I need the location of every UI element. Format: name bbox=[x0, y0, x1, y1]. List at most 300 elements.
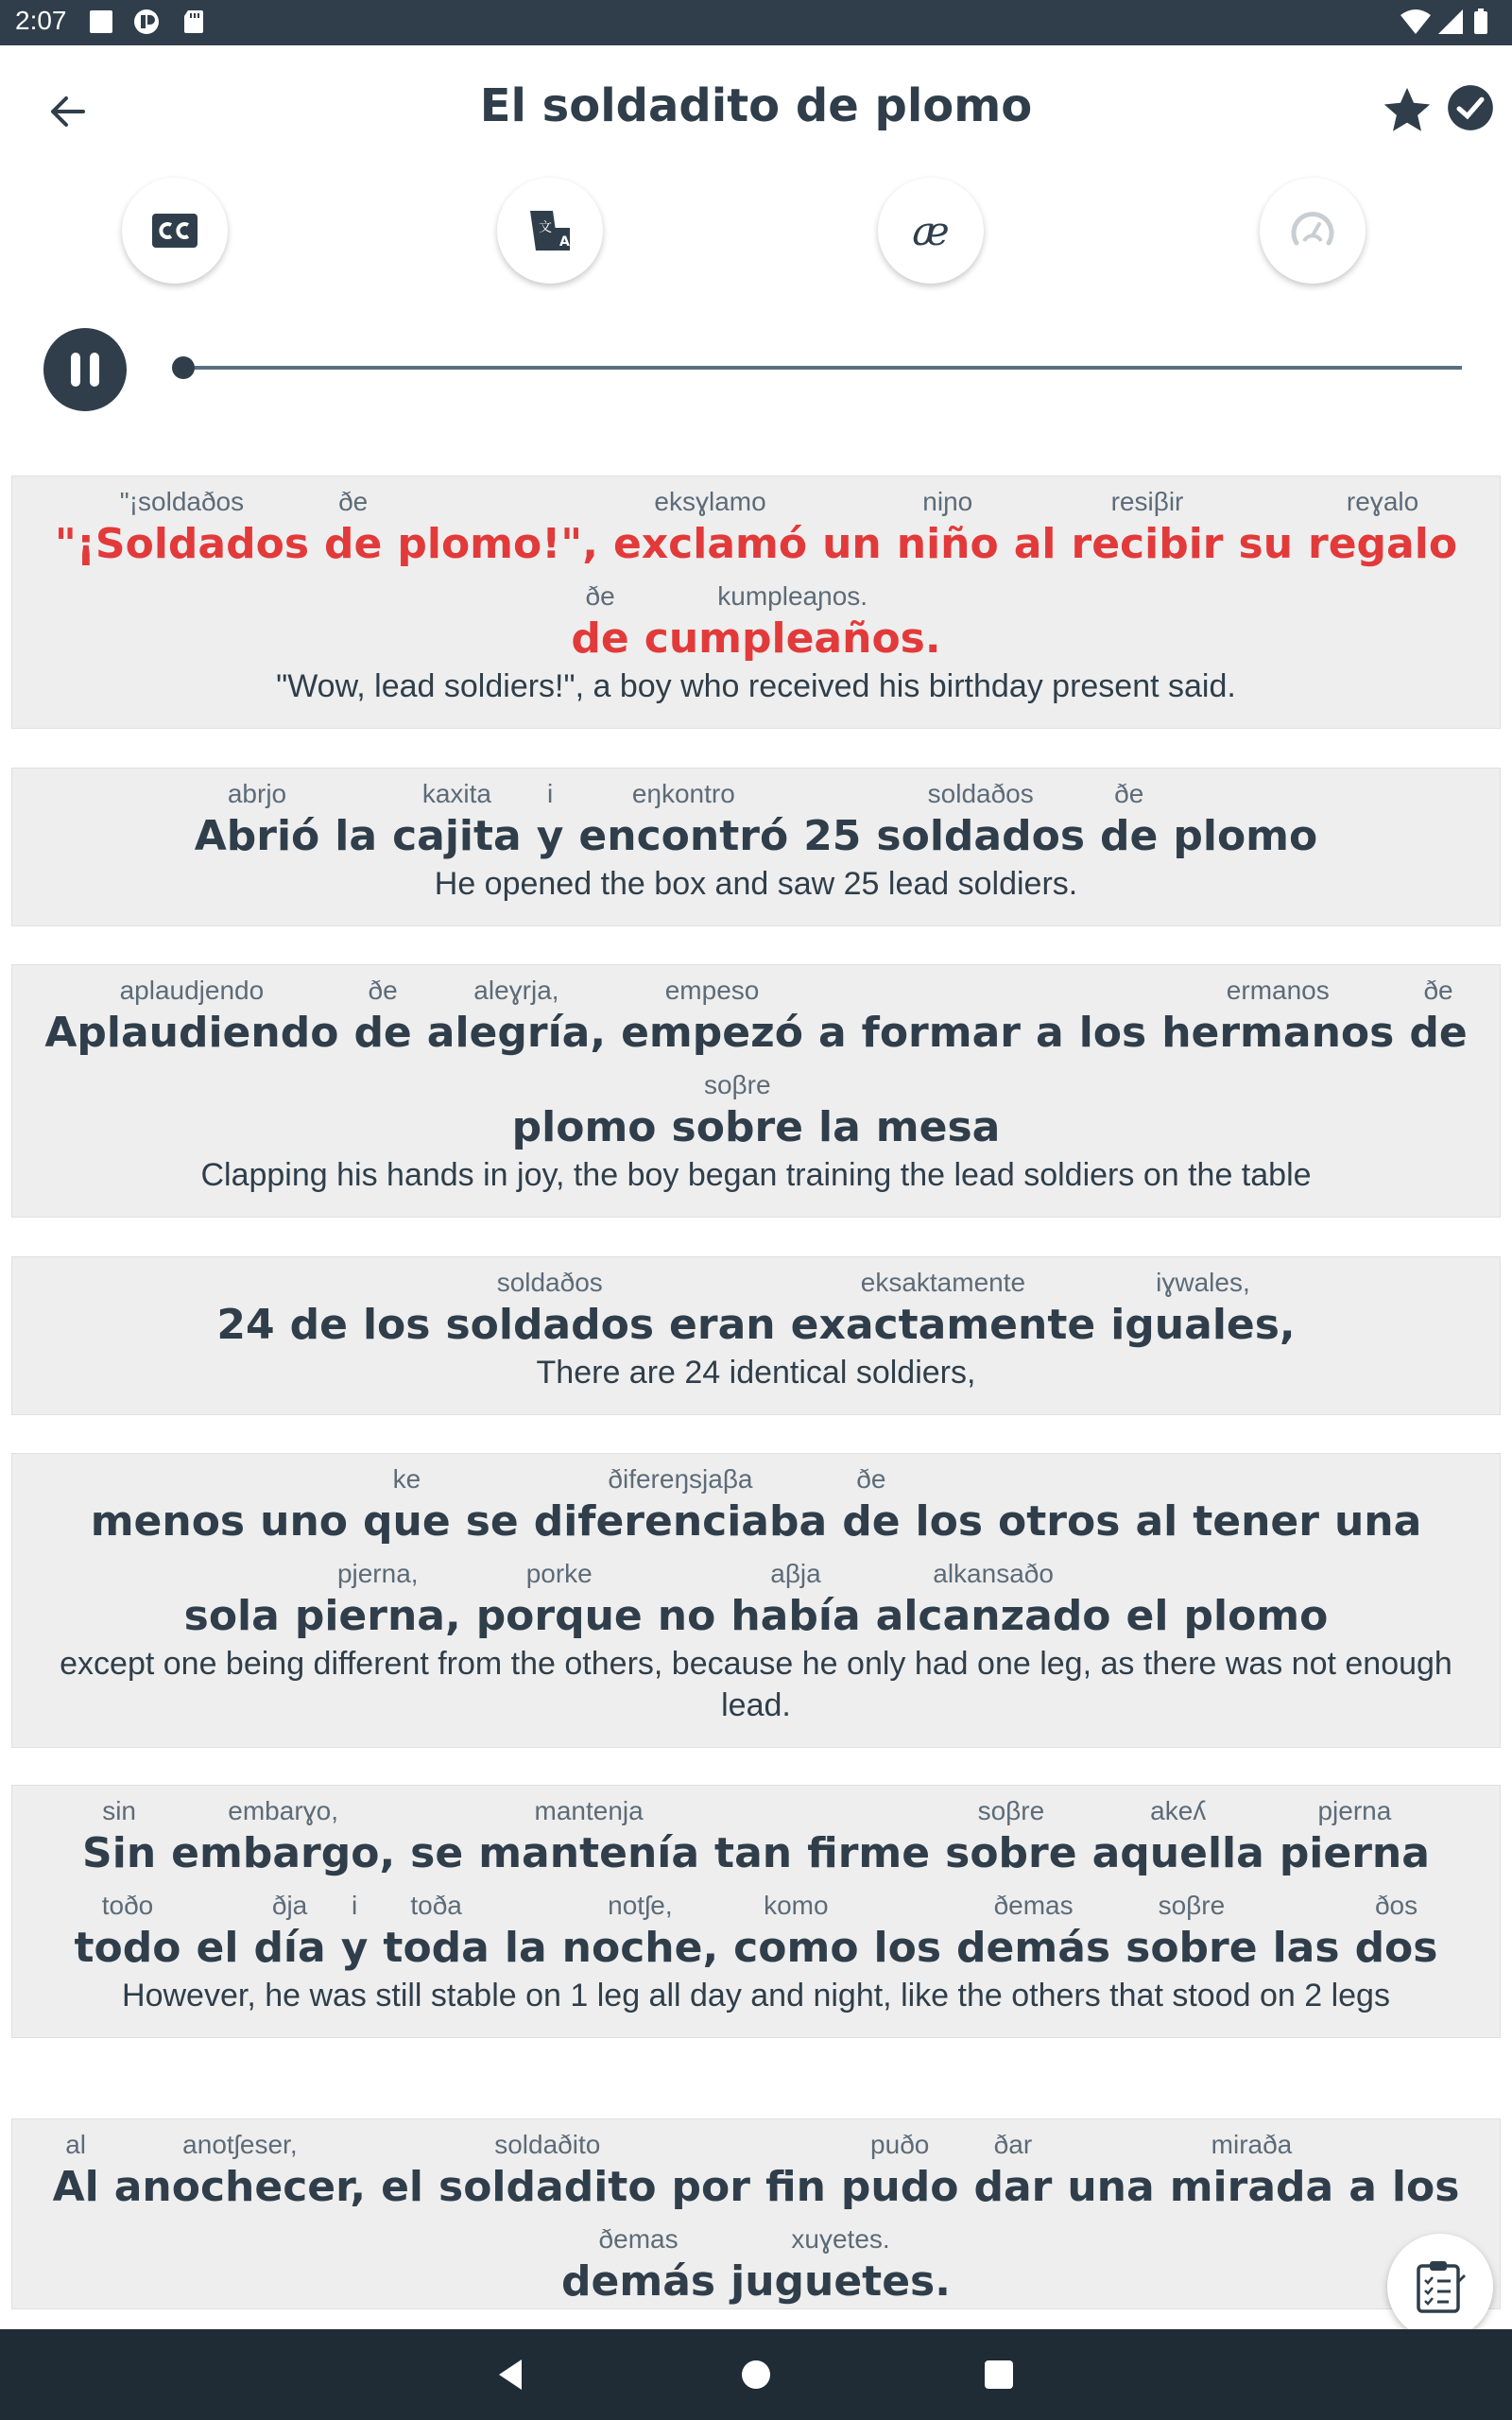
word-token[interactable] bbox=[1110, 1267, 1295, 1352]
reader-header bbox=[0, 45, 1512, 452]
word-text: día bbox=[253, 1924, 326, 1972]
word-token[interactable] bbox=[571, 580, 628, 666]
word-phonetic: pjerna, bbox=[336, 1559, 419, 1588]
word-token[interactable] bbox=[561, 2223, 715, 2308]
word-token[interactable] bbox=[534, 1463, 827, 1548]
status-time: 2:07 bbox=[15, 6, 67, 35]
sentence-translation: There are 24 identical soldiers, bbox=[536, 1355, 976, 1391]
sentence-line bbox=[12, 1880, 1500, 1975]
sentence-line bbox=[12, 1060, 1500, 1154]
word-token[interactable] bbox=[1280, 1795, 1430, 1880]
sentence-translation: Clapping his hands in joy, the boy began training the lead soldiers on the table bbox=[200, 1157, 1312, 1193]
word-token[interactable] bbox=[916, 1463, 984, 1548]
word-text: las bbox=[1272, 1924, 1340, 1972]
word-text: la bbox=[504, 1924, 547, 1972]
sd-card-icon bbox=[180, 8, 208, 36]
sentence-line bbox=[12, 769, 1500, 863]
star-icon[interactable] bbox=[1380, 83, 1435, 138]
word-phonetic: i bbox=[351, 1891, 358, 1920]
sentence-card[interactable] bbox=[11, 475, 1501, 729]
pause-bar-left bbox=[71, 353, 80, 387]
word-text: formar bbox=[861, 1009, 1021, 1057]
word-token[interactable] bbox=[672, 1069, 803, 1154]
word-phonetic: aplaudjendo bbox=[119, 976, 265, 1005]
word-token[interactable] bbox=[1161, 975, 1394, 1060]
status-bar bbox=[0, 0, 1512, 45]
word-phonetic: sin bbox=[102, 1796, 136, 1825]
word-text: un bbox=[822, 520, 882, 568]
word-token[interactable] bbox=[253, 1890, 325, 1975]
word-token[interactable] bbox=[803, 778, 861, 863]
word-token[interactable] bbox=[862, 975, 1021, 1060]
word-text: demás bbox=[561, 2257, 716, 2306]
word-token[interactable] bbox=[807, 1795, 930, 1880]
word-text: mirada bbox=[1169, 2163, 1334, 2211]
word-phonetic: soldaðito bbox=[494, 2130, 601, 2159]
word-text: dar bbox=[973, 2163, 1053, 2211]
sentence-line bbox=[12, 965, 1500, 1060]
word-token[interactable] bbox=[324, 486, 382, 571]
word-text: soldados bbox=[876, 812, 1086, 860]
word-token[interactable] bbox=[578, 778, 788, 863]
word-text: alcanzado bbox=[875, 1592, 1111, 1640]
word-text: aquella bbox=[1091, 1829, 1264, 1877]
word-token[interactable] bbox=[295, 1558, 461, 1643]
word-text: otros bbox=[998, 1497, 1121, 1546]
sentence-translation: except one being different from the others, because he only had one leg, as there was not enough lead. bbox=[60, 1646, 1452, 1723]
word-phonetic: ðja bbox=[271, 1891, 308, 1920]
word-token[interactable] bbox=[1126, 1558, 1169, 1643]
pause-bar-right bbox=[90, 353, 99, 387]
word-text: 25 bbox=[803, 812, 862, 860]
word-token[interactable] bbox=[714, 1795, 792, 1880]
word-text: plomo bbox=[1183, 1592, 1329, 1640]
word-text: eran bbox=[669, 1301, 776, 1349]
word-token[interactable] bbox=[392, 778, 522, 863]
word-phonetic: mantenja bbox=[534, 1796, 644, 1825]
subtitles-button[interactable] bbox=[122, 178, 228, 284]
word-token[interactable] bbox=[1014, 486, 1057, 571]
word-text: "¡Soldados bbox=[54, 520, 310, 568]
word-phonetic: toða bbox=[410, 1891, 462, 1920]
nav-back-icon[interactable] bbox=[495, 2356, 525, 2394]
word-token[interactable] bbox=[1173, 778, 1317, 863]
word-text: noche, bbox=[561, 1924, 719, 1972]
sentence-card[interactable] bbox=[11, 768, 1501, 926]
word-text: y bbox=[340, 1924, 369, 1972]
word-text: de bbox=[1100, 812, 1159, 860]
sentence-translation: He opened the box and saw 25 lead soldiers. bbox=[434, 866, 1078, 902]
sentence-translation: However, he was still stable on 1 leg all day and night, like the others that stood on 2 legs bbox=[122, 1978, 1390, 2014]
word-text: plomo bbox=[511, 1103, 657, 1151]
word-text: anochecer, bbox=[113, 2163, 367, 2211]
word-token[interactable] bbox=[1349, 2129, 1377, 2214]
word-text: soldados bbox=[445, 1301, 655, 1349]
word-token[interactable] bbox=[613, 486, 807, 571]
word-token[interactable] bbox=[260, 1463, 348, 1548]
word-text: la bbox=[335, 812, 378, 860]
word-phonetic: iɣwales, bbox=[1156, 1268, 1250, 1297]
word-text: como bbox=[733, 1924, 859, 1972]
word-phonetic: ðe bbox=[1114, 779, 1144, 808]
sentence-list[interactable] bbox=[0, 452, 1512, 2329]
word-phonetic: toðo bbox=[101, 1891, 154, 1920]
word-phonetic: ðemas bbox=[993, 1891, 1074, 1920]
word-token[interactable] bbox=[658, 1558, 716, 1643]
word-token[interactable] bbox=[621, 975, 803, 1060]
word-phonetic: miraða bbox=[1211, 2130, 1293, 2159]
word-text: el bbox=[196, 1924, 239, 1972]
battery-icon bbox=[1474, 9, 1487, 34]
word-text: tan bbox=[714, 1829, 793, 1877]
signal-icon bbox=[1438, 9, 1463, 34]
word-token[interactable] bbox=[363, 1267, 431, 1352]
wifi-icon bbox=[1400, 9, 1431, 34]
word-text: y bbox=[536, 812, 564, 860]
word-phonetic: empeso bbox=[664, 976, 760, 1005]
word-text: mantenía bbox=[478, 1829, 700, 1877]
word-text: al bbox=[1013, 520, 1057, 568]
word-token[interactable] bbox=[363, 1463, 451, 1548]
pause-button[interactable] bbox=[43, 328, 127, 411]
word-text: la bbox=[818, 1103, 861, 1151]
word-phonetic: aleɣrja, bbox=[473, 976, 559, 1005]
word-token[interactable] bbox=[1170, 2129, 1334, 2214]
cc-icon bbox=[152, 214, 198, 248]
word-phonetic: soβre bbox=[977, 1796, 1045, 1825]
word-token[interactable] bbox=[1334, 1463, 1421, 1548]
word-token[interactable] bbox=[1125, 1890, 1257, 1975]
sentence-card[interactable] bbox=[11, 1256, 1501, 1415]
word-text: se bbox=[465, 1497, 519, 1546]
word-token[interactable] bbox=[445, 1267, 654, 1352]
word-phonetic: akeʎ bbox=[1150, 1796, 1207, 1825]
word-text: niño bbox=[896, 520, 999, 568]
word-token[interactable] bbox=[397, 486, 598, 571]
sentence-line bbox=[12, 476, 1500, 571]
word-text: menos bbox=[90, 1497, 246, 1546]
word-token[interactable] bbox=[818, 975, 847, 1060]
word-text: Al bbox=[52, 2163, 99, 2211]
word-text: soldadito bbox=[438, 2163, 657, 2211]
word-text: sola bbox=[183, 1592, 280, 1640]
word-token[interactable] bbox=[1193, 1463, 1319, 1548]
word-text: exactamente bbox=[790, 1301, 1096, 1349]
word-phonetic: ermanos bbox=[1226, 976, 1330, 1005]
word-text: a bbox=[1349, 2163, 1377, 2211]
word-text: se bbox=[410, 1829, 464, 1877]
word-text: fin bbox=[765, 2163, 826, 2211]
word-phonetic: ðifereŋsjaβa bbox=[608, 1464, 753, 1494]
word-text: cumpleaños. bbox=[644, 614, 941, 663]
word-token[interactable] bbox=[669, 1267, 776, 1352]
word-token[interactable] bbox=[55, 486, 309, 571]
word-text: el bbox=[381, 2163, 424, 2211]
word-token[interactable] bbox=[381, 2129, 423, 2214]
sentence-card[interactable] bbox=[11, 1785, 1501, 2038]
word-phonetic: eksɣlamo bbox=[654, 487, 766, 516]
word-token[interactable] bbox=[644, 580, 941, 666]
word-token[interactable] bbox=[874, 1890, 942, 1975]
word-phonetic: ke bbox=[392, 1464, 421, 1494]
word-phonetic: kaxita bbox=[421, 779, 491, 808]
word-text: embargo, bbox=[171, 1829, 396, 1877]
word-text: todo bbox=[74, 1924, 181, 1972]
word-phonetic: notʃe, bbox=[608, 1891, 673, 1920]
system-nav-bar bbox=[0, 2329, 1512, 2420]
word-token[interactable] bbox=[1355, 1890, 1438, 1975]
word-token[interactable] bbox=[1135, 1463, 1177, 1548]
sentence-line bbox=[12, 2214, 1500, 2308]
word-token[interactable] bbox=[537, 778, 564, 863]
word-text: no bbox=[657, 1592, 716, 1640]
word-token[interactable] bbox=[973, 2129, 1052, 2214]
sentence-line bbox=[12, 2119, 1500, 2214]
word-text: a bbox=[817, 1009, 847, 1057]
word-text: por bbox=[671, 2163, 750, 2211]
word-text: 24 bbox=[216, 1301, 275, 1349]
word-token[interactable] bbox=[876, 1069, 1001, 1154]
word-phonetic: resiβir bbox=[1110, 487, 1184, 516]
word-phonetic: pjerna bbox=[1317, 1796, 1392, 1825]
translate-icon bbox=[528, 209, 572, 252]
word-token[interactable] bbox=[562, 1890, 719, 1975]
word-text: de bbox=[353, 1009, 412, 1057]
word-token[interactable] bbox=[730, 1558, 860, 1643]
word-text: de bbox=[842, 1497, 901, 1546]
word-text: toda bbox=[383, 1924, 490, 1972]
story-title: El soldadito de plomo bbox=[479, 79, 1033, 132]
word-text: tener bbox=[1193, 1497, 1319, 1546]
arrow-left-icon[interactable] bbox=[42, 85, 94, 138]
phonetics-button[interactable] bbox=[878, 178, 984, 284]
word-text: demás bbox=[956, 1924, 1111, 1972]
word-text: había bbox=[730, 1592, 861, 1640]
word-text: encontró bbox=[578, 812, 789, 860]
word-token[interactable] bbox=[1183, 1558, 1328, 1643]
word-text: a bbox=[1035, 1009, 1064, 1057]
word-token[interactable] bbox=[876, 778, 1085, 863]
word-token[interactable] bbox=[733, 1890, 858, 1975]
word-token[interactable] bbox=[998, 1463, 1120, 1548]
word-phonetic: i bbox=[546, 779, 554, 808]
word-token[interactable] bbox=[171, 1795, 395, 1880]
word-token[interactable] bbox=[1072, 486, 1224, 571]
sentence-line bbox=[12, 1786, 1500, 1880]
word-text: mesa bbox=[875, 1103, 1001, 1151]
word-text: los bbox=[873, 1924, 942, 1972]
word-phonetic: porke bbox=[525, 1559, 593, 1588]
word-text: una bbox=[1067, 2163, 1155, 2211]
word-token[interactable] bbox=[956, 1890, 1110, 1975]
sentence-card[interactable] bbox=[11, 2118, 1501, 2309]
word-phonetic: soβre bbox=[1158, 1891, 1226, 1920]
word-token[interactable] bbox=[197, 1890, 239, 1975]
word-text: de bbox=[1409, 1009, 1468, 1057]
word-token[interactable] bbox=[353, 975, 411, 1060]
word-text: firme bbox=[807, 1829, 931, 1877]
word-phonetic: abrjo bbox=[227, 779, 287, 808]
word-token[interactable] bbox=[466, 1463, 519, 1548]
word-text: Sin bbox=[82, 1829, 157, 1877]
word-token[interactable] bbox=[505, 1890, 547, 1975]
word-token[interactable] bbox=[195, 778, 320, 863]
word-token[interactable] bbox=[184, 1558, 280, 1643]
speed-button[interactable] bbox=[1260, 178, 1366, 284]
audio-progress-track[interactable] bbox=[183, 366, 1462, 370]
word-token[interactable] bbox=[842, 1463, 900, 1548]
word-token[interactable] bbox=[897, 486, 999, 571]
word-text: pudo bbox=[840, 2163, 959, 2211]
word-phonetic: ðe bbox=[368, 976, 398, 1005]
word-token[interactable] bbox=[818, 1069, 861, 1154]
sentence-card[interactable] bbox=[11, 1453, 1501, 1748]
word-token[interactable] bbox=[841, 2129, 959, 2214]
word-phonetic: ðar bbox=[993, 2130, 1033, 2159]
word-token[interactable] bbox=[1100, 778, 1158, 863]
word-text: su bbox=[1238, 520, 1294, 568]
word-phonetic: eŋkontro bbox=[631, 779, 735, 808]
sentence-line bbox=[12, 1548, 1500, 1643]
word-text: Aplaudiendo bbox=[44, 1009, 339, 1057]
word-phonetic: ðemas bbox=[598, 2224, 679, 2254]
vocabulary-fab[interactable] bbox=[1387, 2234, 1493, 2340]
sentence-line bbox=[12, 1454, 1500, 1548]
word-token[interactable] bbox=[1092, 1795, 1264, 1880]
word-token[interactable] bbox=[476, 1558, 643, 1643]
word-text: los bbox=[1391, 2163, 1460, 2211]
sentence-line bbox=[12, 571, 1500, 666]
word-token[interactable] bbox=[114, 2129, 366, 2214]
word-text: exclamó bbox=[612, 520, 808, 568]
word-phonetic: ðe bbox=[1423, 976, 1453, 1005]
word-text: juguetes. bbox=[730, 2257, 951, 2306]
word-token[interactable] bbox=[1239, 486, 1294, 571]
word-text: Abrió bbox=[194, 812, 320, 860]
sentence-line bbox=[12, 1257, 1500, 1352]
word-text: dos bbox=[1354, 1924, 1438, 1972]
word-phonetic: niɲo bbox=[922, 487, 973, 516]
nav-recents-icon[interactable] bbox=[985, 2360, 1013, 2389]
word-text: sobre bbox=[945, 1829, 1077, 1877]
word-text: empezó bbox=[621, 1009, 803, 1057]
word-text: de bbox=[571, 614, 629, 663]
word-token[interactable] bbox=[1308, 486, 1457, 571]
word-token[interactable] bbox=[335, 778, 377, 863]
word-phonetic: embarɣo, bbox=[228, 1796, 339, 1825]
word-token[interactable] bbox=[216, 1267, 274, 1352]
word-text: hermanos bbox=[1161, 1009, 1395, 1057]
word-text: cajita bbox=[392, 812, 522, 860]
word-text: recibir bbox=[1071, 520, 1224, 568]
word-text: los bbox=[915, 1497, 984, 1546]
svg-text:A: A bbox=[559, 234, 570, 250]
ae-ligature-icon: æ bbox=[912, 207, 950, 254]
word-text: de bbox=[289, 1301, 348, 1349]
word-phonetic: soldaðos bbox=[496, 1268, 603, 1297]
word-token[interactable] bbox=[75, 1890, 181, 1975]
word-phonetic: "¡soldaðos bbox=[119, 487, 245, 516]
word-phonetic: alkansaðo bbox=[933, 1559, 1054, 1588]
word-text: pierna bbox=[1279, 1829, 1430, 1877]
word-token[interactable] bbox=[91, 1463, 245, 1548]
word-text: uno bbox=[260, 1497, 349, 1546]
word-text: sobre bbox=[1125, 1924, 1258, 1972]
word-text: pierna, bbox=[294, 1592, 461, 1640]
word-phonetic: xuɣetes. bbox=[791, 2224, 890, 2254]
word-token[interactable] bbox=[1409, 975, 1467, 1060]
word-text: plomo bbox=[1173, 812, 1318, 860]
word-token[interactable] bbox=[82, 1795, 156, 1880]
word-token[interactable] bbox=[876, 1558, 1111, 1643]
word-phonetic: ðe bbox=[856, 1464, 886, 1494]
word-phonetic: kumpleaɲos. bbox=[717, 581, 868, 611]
word-phonetic: ðos bbox=[1374, 1891, 1418, 1920]
word-token[interactable] bbox=[672, 2129, 750, 2214]
word-phonetic: reɣalo bbox=[1346, 487, 1419, 516]
word-phonetic: al bbox=[65, 2130, 87, 2159]
word-token[interactable] bbox=[438, 2129, 657, 2214]
translate-button[interactable] bbox=[497, 178, 603, 284]
word-text: que bbox=[363, 1497, 451, 1546]
word-token[interactable] bbox=[410, 1795, 463, 1880]
word-token[interactable] bbox=[53, 2129, 99, 2214]
word-text: sobre bbox=[671, 1103, 803, 1151]
word-text: al bbox=[1135, 1497, 1178, 1546]
word-token[interactable] bbox=[478, 1795, 699, 1880]
word-phonetic: eksaktamente bbox=[860, 1268, 1026, 1297]
word-token[interactable] bbox=[383, 1890, 489, 1975]
word-token[interactable] bbox=[1036, 975, 1064, 1060]
word-phonetic: puðo bbox=[870, 2130, 930, 2159]
word-token[interactable] bbox=[290, 1267, 348, 1352]
word-text: iguales, bbox=[1110, 1301, 1296, 1349]
word-token[interactable] bbox=[730, 2223, 951, 2308]
speedometer-icon bbox=[1289, 207, 1336, 254]
word-token[interactable] bbox=[44, 975, 338, 1060]
word-token[interactable] bbox=[945, 1795, 1076, 1880]
word-text: plomo!", bbox=[397, 520, 598, 568]
word-text: los bbox=[362, 1301, 431, 1349]
check-circle-icon[interactable] bbox=[1446, 83, 1495, 132]
word-phonetic: anotʃeser, bbox=[182, 2130, 298, 2159]
word-text: los bbox=[1078, 1009, 1147, 1057]
notification-square-icon bbox=[87, 8, 115, 36]
word-text: diferenciaba bbox=[533, 1497, 828, 1546]
word-token[interactable] bbox=[791, 1267, 1096, 1352]
word-token[interactable] bbox=[822, 486, 882, 571]
word-token[interactable] bbox=[341, 1890, 369, 1975]
sentence-card[interactable] bbox=[11, 964, 1501, 1218]
word-phonetic: aβja bbox=[770, 1559, 821, 1588]
word-text: regalo bbox=[1308, 520, 1458, 568]
word-token[interactable] bbox=[1392, 2129, 1460, 2214]
sentence-translation: "Wow, lead soldiers!", a boy who received his birthday present said. bbox=[276, 668, 1236, 704]
word-token[interactable] bbox=[427, 975, 606, 1060]
word-token[interactable] bbox=[1079, 975, 1147, 1060]
nav-home-icon[interactable] bbox=[742, 2360, 770, 2389]
word-token[interactable] bbox=[765, 2129, 826, 2214]
word-text: el bbox=[1125, 1592, 1169, 1640]
word-token[interactable] bbox=[512, 1069, 657, 1154]
audio-progress-thumb[interactable] bbox=[172, 356, 195, 379]
word-phonetic: ðe bbox=[338, 487, 369, 516]
word-token[interactable] bbox=[1273, 1890, 1340, 1975]
svg-text:文: 文 bbox=[539, 220, 552, 235]
word-token[interactable] bbox=[1067, 2129, 1154, 2214]
word-phonetic: komo bbox=[764, 1891, 829, 1920]
word-text: una bbox=[1333, 1497, 1422, 1546]
